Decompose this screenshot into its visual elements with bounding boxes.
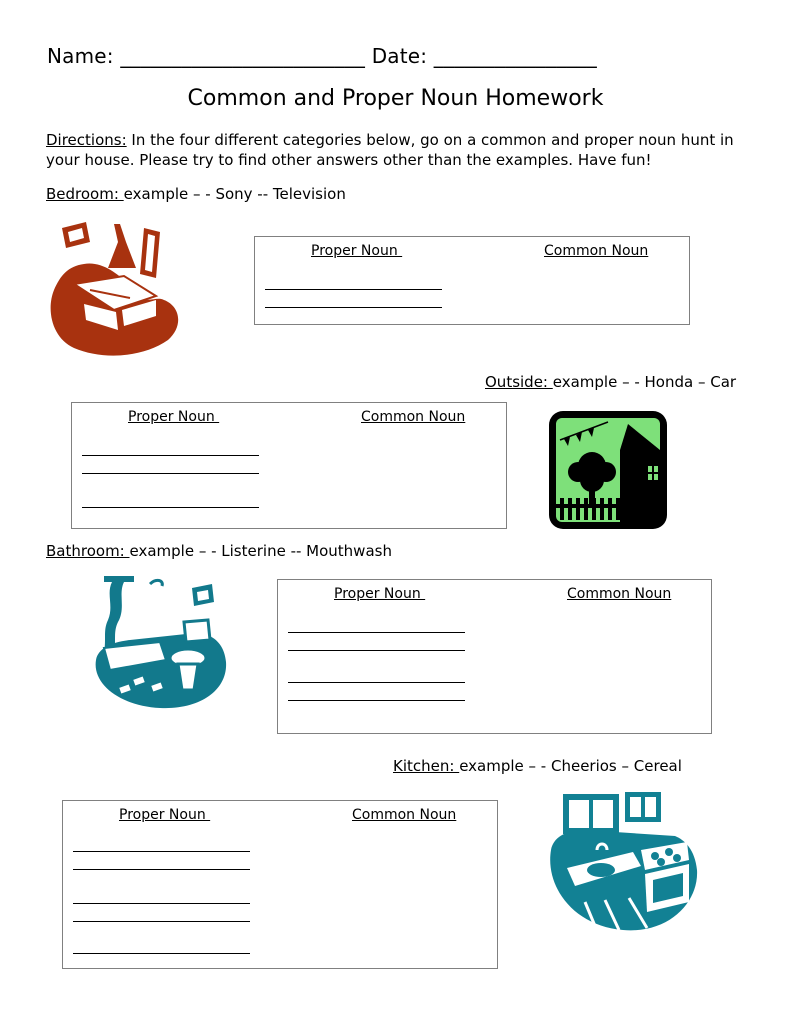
kitchen-clipart-icon (545, 790, 701, 932)
answer-line[interactable] (265, 307, 442, 308)
answer-line[interactable] (73, 869, 250, 870)
proper-noun-header: Proper Noun (334, 586, 426, 602)
proper-noun-header: Proper Noun (311, 243, 403, 259)
common-noun-header: Common Noun (361, 409, 466, 425)
outside-label: Outside: (485, 373, 553, 391)
answer-line[interactable] (82, 507, 259, 508)
bedroom-label: Bedroom: (46, 185, 124, 203)
answer-line[interactable] (82, 455, 259, 456)
directions-label: Directions: (46, 131, 127, 149)
bathroom-answer-box (277, 579, 712, 734)
answer-line[interactable] (288, 650, 465, 651)
outside-category (485, 373, 736, 391)
bedroom-example: example – - Sony -- Television (123, 185, 346, 203)
date-blank[interactable]: ________________ (433, 44, 597, 68)
common-noun-header: Common Noun (567, 586, 672, 602)
answer-line[interactable] (73, 921, 250, 922)
kitchen-answer-box (62, 800, 498, 969)
kitchen-category (393, 757, 682, 775)
kitchen-example: example – - Cheerios – Cereal (459, 757, 682, 775)
answer-line[interactable] (73, 953, 250, 954)
outside-answer-box (71, 402, 507, 529)
bathroom-example: example – - Listerine -- Mouthwash (129, 542, 392, 560)
common-noun-header: Common Noun (544, 243, 649, 259)
answer-line[interactable] (288, 682, 465, 683)
bathroom-clipart-icon (90, 574, 230, 710)
name-blank[interactable]: ________________________ (120, 44, 366, 68)
answer-line[interactable] (265, 289, 442, 290)
outside-example: example – - Honda – Car (552, 373, 737, 391)
name-date-line (47, 44, 597, 68)
bedroom-clipart-icon (44, 220, 184, 360)
bathroom-category (46, 542, 392, 560)
answer-line[interactable] (82, 473, 259, 474)
bedroom-category (46, 185, 346, 203)
bathroom-label: Bathroom: (46, 542, 130, 560)
page-title: Common and Proper Noun Homework (187, 86, 604, 111)
directions-paragraph (46, 130, 756, 170)
directions-text: In the four different categories below, go on a common and proper noun hunt in your house. Please try to find other answers other than the examples. Have fun! (46, 131, 734, 169)
kitchen-label: Kitchen: (393, 757, 460, 775)
answer-line[interactable] (288, 632, 465, 633)
proper-noun-header: Proper Noun (119, 807, 211, 823)
answer-line[interactable] (288, 700, 465, 701)
date-label: Date: (371, 44, 428, 68)
proper-noun-header: Proper Noun (128, 409, 220, 425)
house-yard-clipart-icon (548, 410, 668, 530)
bedroom-answer-box (254, 236, 690, 325)
common-noun-header: Common Noun (352, 807, 457, 823)
name-label: Name: (47, 44, 114, 68)
answer-line[interactable] (73, 903, 250, 904)
answer-line[interactable] (73, 851, 250, 852)
